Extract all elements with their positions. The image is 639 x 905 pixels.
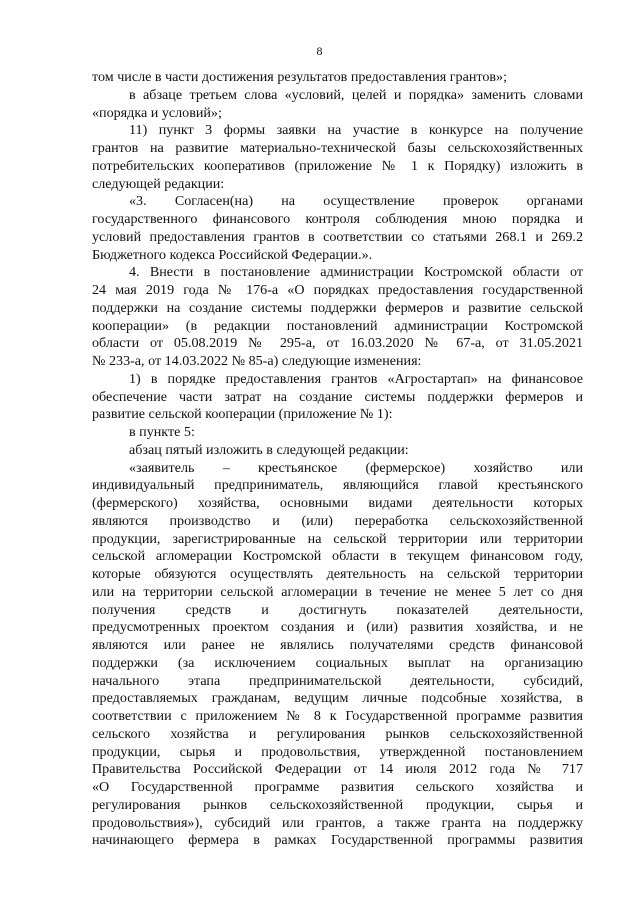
paragraph	[92, 122, 583, 193]
text-line: потребительских кооперативов (приложение № 1 к Порядку) изложить в	[92, 157, 583, 174]
text-line: (фермерского) хозяйства, основными видами деятельности которых	[92, 495, 583, 511]
paragraph	[92, 87, 583, 123]
text-line: являются производство и (или) переработка сельскохозяйственной	[92, 512, 583, 529]
paragraph	[92, 371, 583, 424]
page-number: 8	[316, 44, 323, 58]
text-line: получения средств и достигнуть показателей деятельности,	[92, 601, 583, 618]
text-line: 11) пункт 3 формы заявки на участие в конкурсе на получение	[129, 122, 583, 139]
text-line: следующей редакции:	[92, 175, 225, 192]
text-line: развитие сельской кооперации (приложение № 1):	[92, 406, 393, 423]
text-line: предоставляемых гражданам, ведущим личные подсобные хозяйства, в	[92, 690, 583, 707]
text-line: кооперации» (в редакции постановлений администрации Костромской	[92, 317, 583, 334]
text-line: «О Государственной программе развития сельского хозяйства и	[92, 779, 583, 795]
text-line: соответствии с приложением № 8 к Государственной программе развития	[92, 708, 583, 724]
text-line: условий предоставления грантов в соответствии со статьями 268.1 и 269.2	[92, 228, 583, 245]
text-line: предусмотренных проектом создания и (или) развития хозяйства, и не	[92, 619, 583, 636]
text-line: 24 мая 2019 года № 176-а «О порядках предоставления государственной	[92, 282, 583, 298]
text-line: начинающего фермера в рамках Государственной программы развития	[92, 832, 583, 849]
text-line: сельской агломерации Костромской области в текущем финансовом году,	[92, 548, 583, 565]
text-line: являются или ранее не являлись получателями средств финансовой	[92, 637, 583, 653]
text-line: абзац пятый изложить в следующей редакции:	[129, 441, 409, 458]
paragraph	[92, 193, 583, 264]
text-line: № 233-а, от 14.03.2022 № 85-а) следующие изменения:	[92, 353, 422, 369]
text-line: грантов на развитие материально-технической базы сельскохозяйственных	[92, 140, 583, 156]
text-line: сельского хозяйства и регулирования рынков сельскохозяйственной	[92, 725, 583, 742]
paragraph	[92, 424, 583, 442]
text-line: 4. Внести в постановление администрации Костромской области от	[129, 264, 583, 281]
text-line: регулирования рынков сельскохозяйственной продукции, сырья и	[92, 796, 583, 813]
text-line: «порядка и условий»;	[92, 104, 222, 121]
text-line: Бюджетного кодекса Российской Федерации.».	[92, 246, 373, 263]
text-line: Правительства Российской Федерации от 14 июля 2012 года № 717	[92, 761, 583, 778]
text-line: обеспечение части затрат на создание системы поддержки фермеров и	[92, 388, 583, 405]
text-line: продовольствия»), субсидий или грантов, а также гранта на поддержку	[92, 814, 583, 831]
paragraph	[92, 69, 583, 87]
text-line: или на территории сельской агломерации в течение не менее 5 лет со дня	[92, 583, 583, 600]
paragraph	[92, 460, 583, 851]
document-body	[92, 69, 583, 850]
text-line: продукции, сырья и продовольствия, утвержденной постановлением	[92, 743, 583, 760]
text-line: продукции, зарегистрированные на сельской территории или территории	[92, 530, 583, 547]
text-line: начального этапа предпринимательской деятельности, субсидий,	[92, 672, 583, 689]
text-line: в абзаце третьем слова «условий, целей и порядка» заменить словами	[129, 86, 583, 103]
paragraph	[92, 264, 583, 371]
text-line: области от 05.08.2019 № 295-а, от 16.03.2020 № 67-а, от 31.05.2021	[92, 335, 583, 352]
paragraph	[92, 442, 583, 460]
text-line: «заявитель – крестьянское (фермерское) хозяйство или	[129, 459, 583, 476]
text-line: поддержки на создание системы поддержки фермеров и развитие сельской	[92, 299, 583, 316]
text-line: «3. Согласен(на) на осуществление проверок органами	[129, 193, 583, 210]
text-line: которые обязуются осуществлять деятельность на сельской территории	[92, 566, 583, 582]
text-line: поддержки (за исключением социальных выплат на организацию	[92, 654, 583, 671]
text-line: том числе в части достижения результатов предоставления грантов»;	[92, 69, 508, 85]
text-line: государственного финансового контроля соблюдения мною порядка и	[92, 211, 583, 227]
text-line: в пункте 5:	[129, 424, 195, 440]
text-line: индивидуальный предприниматель, являющийся главой крестьянского	[92, 477, 583, 494]
text-line: 1) в порядке предоставления грантов «Агростартап» на финансовое	[129, 370, 583, 387]
